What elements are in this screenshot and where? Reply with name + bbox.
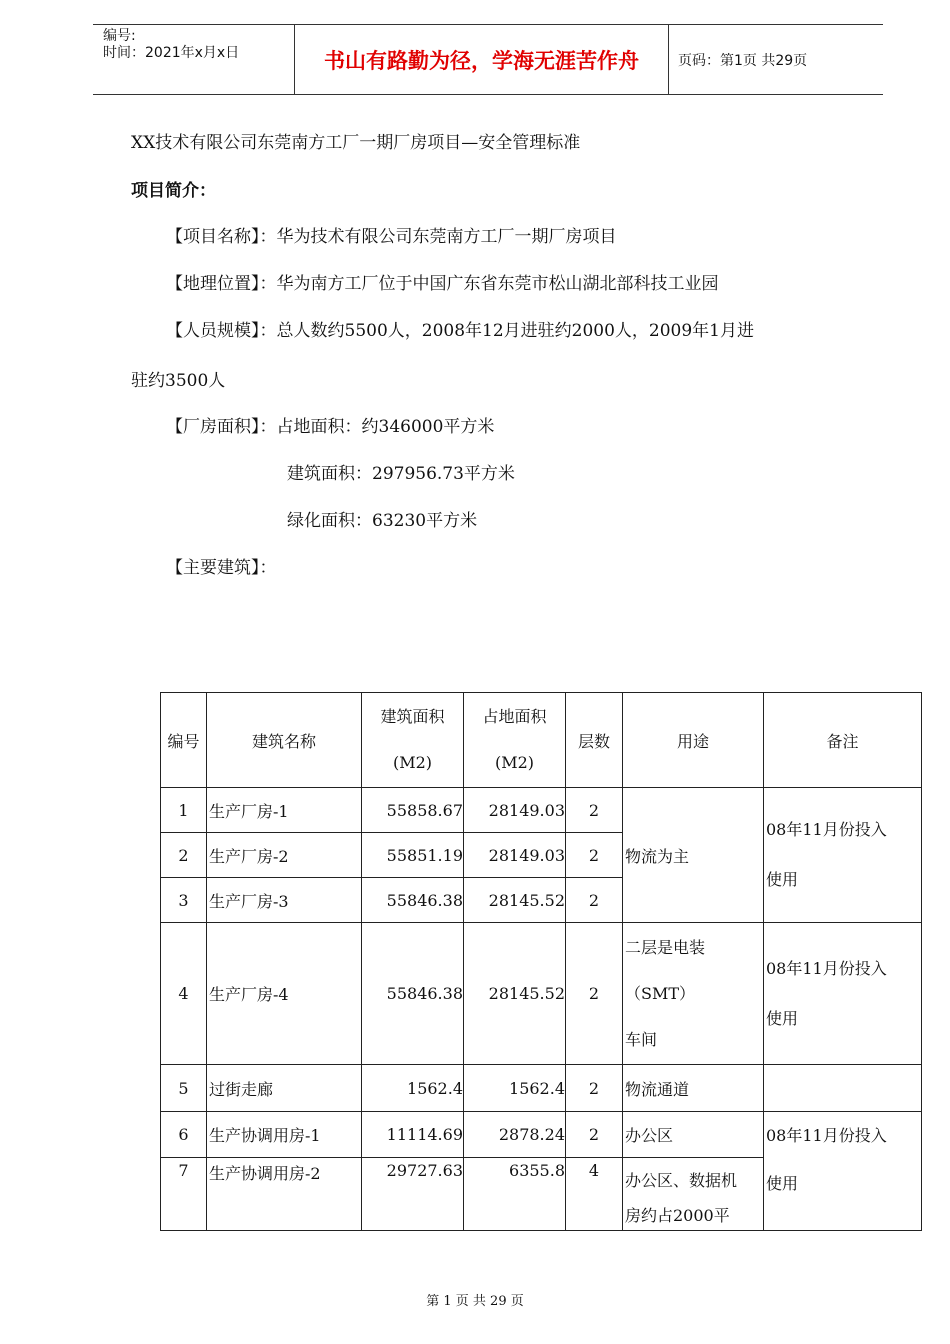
area-line-1: 【厂房面积】：占地面积：约346000平方米 [166, 417, 495, 437]
note-line-1: 08年11月份投入 [766, 958, 887, 978]
header-land-area-label: 占地面积 [482, 707, 547, 726]
row-name: 过街走廊 [207, 1065, 362, 1112]
use-line-1: 二层是电装 [625, 937, 706, 957]
header-page-number: 页码：第1页 共29页 [678, 52, 808, 69]
area-line-3: 绿化面积：63230平方米 [287, 511, 478, 531]
row-build-area: 29727.63 [362, 1158, 464, 1231]
row-no: 5 [161, 1065, 207, 1112]
row-land-area: 28145.52 [464, 878, 566, 923]
row-note-empty [764, 1065, 922, 1112]
row-land-area: 2878.24 [464, 1112, 566, 1158]
row-floors: 2 [566, 788, 623, 833]
note-line-1: 08年11月份投入 [766, 1126, 887, 1145]
staff-line-1: 【人员规模】：总人数约5500人，2008年12月进驻约2000人，2009年1月进 [166, 321, 755, 341]
row-no: 3 [161, 878, 207, 923]
row-build-area: 55846.38 [362, 878, 464, 923]
row-land-area: 1562.4 [464, 1065, 566, 1112]
row-use: 物流通道 [623, 1065, 764, 1112]
table-row [161, 788, 922, 833]
row-no: 2 [161, 833, 207, 878]
row-floors: 2 [566, 878, 623, 923]
note-line-1: 08年11月份投入 [766, 820, 887, 839]
use-line-2: （SMT） [625, 983, 696, 1003]
header-note: 备注 [764, 693, 922, 788]
page-header [93, 24, 883, 95]
header-use: 用途 [623, 693, 764, 788]
use-line-3: 车间 [625, 1029, 658, 1049]
row-land-area: 28145.52 [464, 923, 566, 1065]
use-line-2: 房约占2000平 [625, 1206, 730, 1225]
header-motto: 书山有路勤为径，学海无涯苦作舟 [295, 25, 669, 94]
row-floors: 2 [566, 1065, 623, 1112]
row-floors: 2 [566, 833, 623, 878]
row-use [623, 923, 764, 1065]
header-no: 编号 [161, 693, 207, 788]
table-row [161, 923, 922, 1065]
row-build-area: 1562.4 [362, 1065, 464, 1112]
row-build-area: 55851.19 [362, 833, 464, 878]
intro-heading: 项目简介： [131, 181, 216, 201]
row-floors: 2 [566, 923, 623, 1065]
row-floors: 2 [566, 1112, 623, 1158]
row-build-area: 55858.67 [362, 788, 464, 833]
row-build-area: 11114.69 [362, 1112, 464, 1158]
row-no: 4 [161, 923, 207, 1065]
use-line-1: 办公区、数据机 [625, 1171, 738, 1190]
buildings-heading: 【主要建筑】： [166, 558, 277, 578]
header-name: 建筑名称 [207, 693, 362, 788]
header-floors: 层数 [566, 693, 623, 788]
row-land-area: 6355.8 [464, 1158, 566, 1231]
serial-label: 编号: [103, 28, 136, 44]
note-line-2: 使用 [766, 1174, 799, 1193]
table-row [161, 1112, 922, 1158]
header-build-area [362, 693, 464, 788]
header-land-area [464, 693, 566, 788]
row-name: 生产厂房-3 [207, 878, 362, 923]
row-name: 生产厂房-2 [207, 833, 362, 878]
table-row [161, 1065, 922, 1112]
buildings-table [160, 692, 922, 1231]
note-line-2: 使用 [766, 1008, 799, 1028]
header-meta [93, 25, 295, 94]
row-land-area: 28149.03 [464, 788, 566, 833]
row-floors: 4 [566, 1158, 623, 1231]
row-build-area: 55846.38 [362, 923, 464, 1065]
note-group-2 [764, 1112, 922, 1231]
note-line-2: 使用 [766, 870, 799, 889]
staff-line-2: 驻约3500人 [131, 371, 226, 391]
row-no: 6 [161, 1112, 207, 1158]
row-no: 7 [161, 1158, 207, 1231]
location-line: 【地理位置】：华为南方工厂位于中国广东省东莞市松山湖北部科技工业园 [166, 274, 719, 294]
row-name: 生产厂房-1 [207, 788, 362, 833]
row-use [623, 1158, 764, 1231]
header-build-area-unit: (M2) [392, 753, 433, 772]
doc-title: XX技术有限公司东莞南方工厂一期厂房项目—安全管理标准 [131, 133, 581, 153]
row-note [764, 923, 922, 1065]
row-use: 办公区 [623, 1112, 764, 1158]
note-group-1 [764, 788, 922, 923]
header-build-area-label: 建筑面积 [380, 707, 445, 726]
date-text: 时间：2021年x月x日 [103, 45, 240, 61]
row-name: 生产厂房-4 [207, 923, 362, 1065]
project-name-line: 【项目名称】：华为技术有限公司东莞南方工厂一期厂房项目 [166, 227, 617, 247]
row-land-area: 28149.03 [464, 833, 566, 878]
header-land-area-unit: (M2) [494, 753, 535, 772]
area-line-2: 建筑面积：297956.73平方米 [287, 464, 515, 484]
table-header-row [161, 693, 922, 788]
page-footer: 第 1 页 共 29 页 [426, 1294, 524, 1309]
row-name: 生产协调用房-1 [207, 1112, 362, 1158]
use-group-1: 物流为主 [623, 788, 764, 923]
row-name: 生产协调用房-2 [207, 1158, 362, 1231]
row-no: 1 [161, 788, 207, 833]
